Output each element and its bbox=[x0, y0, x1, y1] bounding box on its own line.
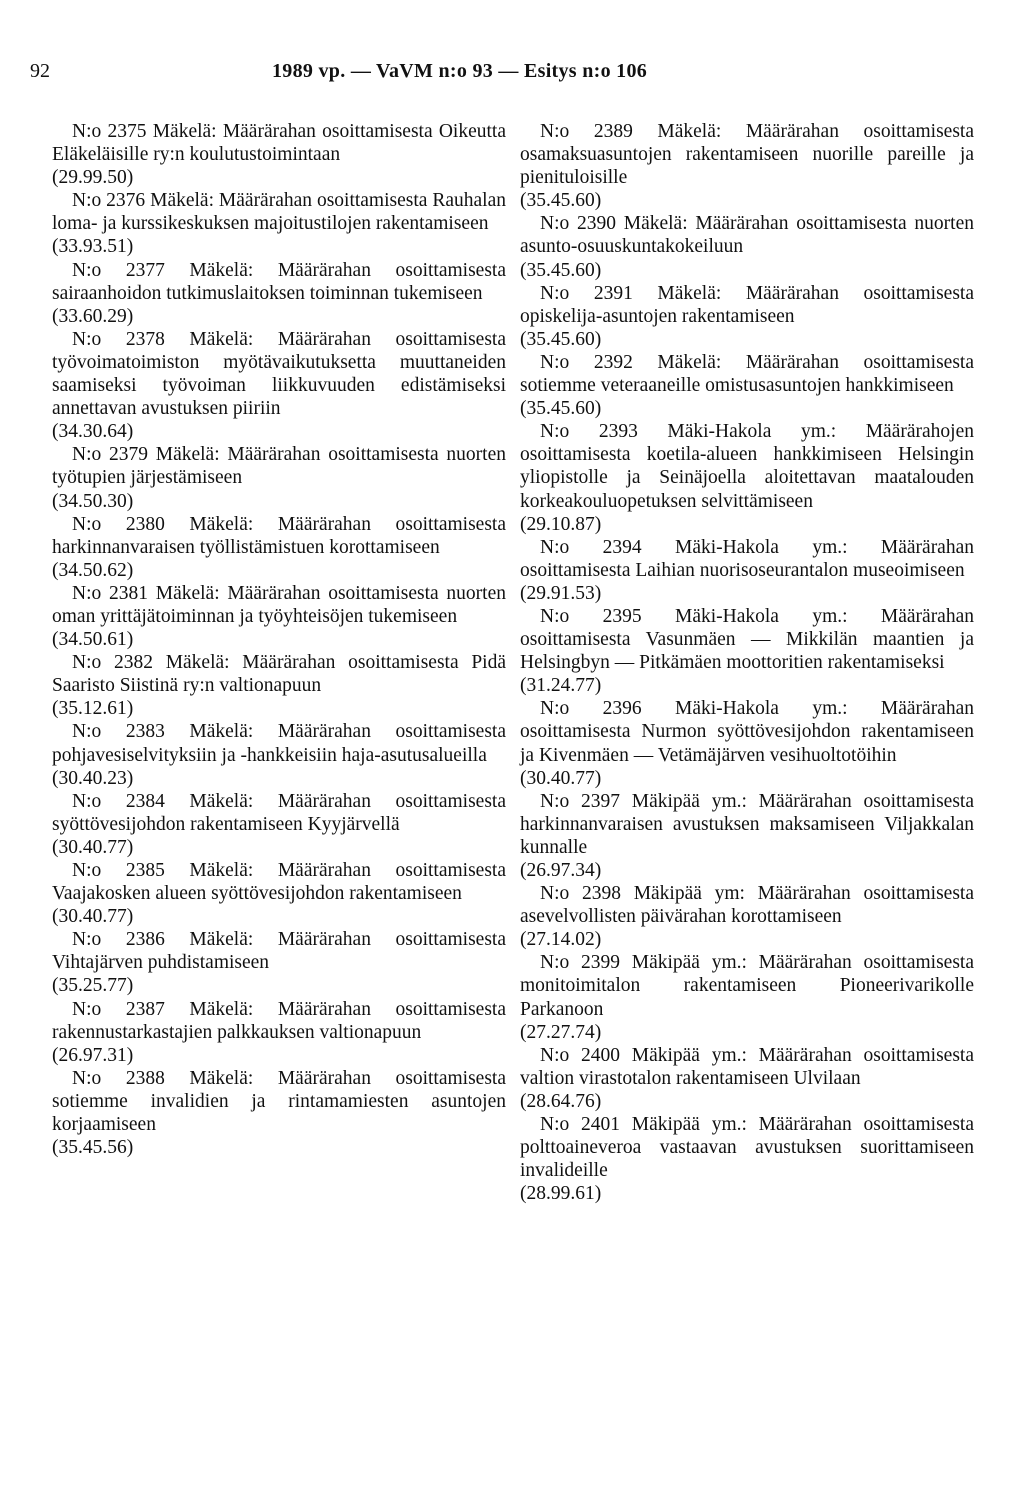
motion-entry bbox=[52, 189, 506, 258]
motion-text: N:o 2385 Mäkelä: Määrärahan osoittamisesta Vaajakosken alueen syöttövesijohdon rakentamiseen bbox=[52, 860, 506, 905]
motion-entry bbox=[52, 443, 506, 512]
budget-reference: (35.45.60) bbox=[520, 259, 602, 281]
budget-reference: (34.50.30) bbox=[52, 490, 134, 512]
motion-text: N:o 2395 Mäki-Hakola ym.: Määrärahan osoittamisesta Vasunmäen — Mikkilän maantien ja Helsingbyn — Pitkämäen moottoritien rakentamiseksi bbox=[520, 605, 974, 674]
motion-entry bbox=[52, 859, 506, 928]
budget-reference: (27.14.02) bbox=[520, 929, 602, 951]
budget-reference: (28.99.61) bbox=[520, 1183, 602, 1205]
page-header bbox=[30, 60, 994, 92]
motion-text: N:o 2375 Mäkelä: Määrärahan osoittamisesta Oikeutta Eläkeläisille ry:n koulutustoimintaan bbox=[52, 121, 506, 166]
motion-entry bbox=[520, 351, 974, 420]
budget-reference: (34.50.61) bbox=[52, 629, 134, 651]
page-number: 92 bbox=[30, 60, 50, 82]
motion-text: N:o 2383 Mäkelä: Määrärahan osoittamisesta pohjavesiselvityksiin ja -hankkeisiin haja-asutusalueilla bbox=[52, 721, 506, 766]
left-column bbox=[52, 120, 506, 1159]
motion-text: N:o 2377 Mäkelä: Määrärahan osoittamisesta sairaanhoidon tutkimuslaitoksen toiminnan tukemiseen bbox=[52, 259, 506, 304]
motion-text: N:o 2393 Mäki-Hakola ym.: Määrärahojen osoittamisesta koetila-alueen hankkimiseen Helsingin yliopistolle ja Seinäjoella aloitettavan maatalouden korkeakouluopetuksen selvittämiseen bbox=[520, 421, 974, 512]
motion-text: N:o 2399 Mäkipää ym.: Määrärahan osoittamisesta monitoimitalon rakentamiseen Pioneerivarikolle Parkanoon bbox=[520, 952, 974, 1020]
motion-text: N:o 2398 Mäkipää ym: Määrärahan osoittamisesta asevelvollisten päivärahan korottamiseen bbox=[520, 883, 974, 928]
motion-text: N:o 2394 Mäki-Hakola ym.: Määrärahan osoittamisesta Laihian nuorisoseurantalon museoimiseen bbox=[520, 536, 974, 581]
budget-reference: (35.45.60) bbox=[520, 328, 602, 350]
motion-text: N:o 2382 Mäkelä: Määrärahan osoittamisesta Pidä Saaristo Siistinä ry:n valtionapuun bbox=[52, 652, 506, 697]
motion-entry bbox=[52, 998, 506, 1067]
motion-entry bbox=[52, 1067, 506, 1159]
motion-entry bbox=[520, 951, 974, 1043]
budget-reference: (30.40.23) bbox=[52, 767, 134, 789]
motion-text: N:o 2378 Mäkelä: Määrärahan osoittamisesta työvoimatoimiston myötävaikutuksetta muuttaneiden saamiseksi työvoiman liikkuvuuden edistämiseksi annettavan avustuksen piiriin bbox=[52, 328, 506, 420]
budget-reference: (30.40.77) bbox=[520, 767, 602, 789]
budget-reference: (30.40.77) bbox=[52, 836, 134, 858]
budget-reference: (34.30.64) bbox=[52, 421, 134, 443]
budget-reference: (35.45.60) bbox=[520, 398, 602, 420]
motion-text: N:o 2400 Mäkipää ym.: Määrärahan osoittamisesta valtion virastotalon rakentamiseen Ulvilaan bbox=[520, 1044, 974, 1089]
motion-text: N:o 2376 Mäkelä: Määrärahan osoittamisesta Rauhalan loma- ja kurssikeskuksen majoitustilojen rakentamiseen bbox=[52, 190, 506, 235]
motion-entry bbox=[520, 790, 974, 882]
running-title: 1989 vp. — VaVM n:o 93 — Esitys n:o 106 bbox=[272, 60, 648, 82]
motion-text: N:o 2401 Mäkipää ym.: Määrärahan osoittamisesta polttoaineveroa vastaavan avustuksen suorittamiseen invalideille bbox=[520, 1114, 974, 1182]
budget-reference: (26.97.34) bbox=[520, 860, 602, 881]
budget-reference: (35.45.56) bbox=[52, 1137, 134, 1159]
motion-entry bbox=[52, 513, 506, 582]
motion-text: N:o 2389 Mäkelä: Määrärahan osoittamisesta osamaksuasuntojen rakentamiseen nuorille pareille ja pienituloisille bbox=[520, 121, 974, 189]
budget-reference: (33.60.29) bbox=[52, 305, 134, 327]
motion-entry bbox=[52, 651, 506, 720]
budget-reference: (34.50.62) bbox=[52, 559, 134, 581]
motion-text: N:o 2380 Mäkelä: Määrärahan osoittamisesta harkinnanvaraisen työllistämistuen korottamiseen bbox=[52, 513, 506, 558]
motion-entry bbox=[520, 120, 974, 212]
motion-text: N:o 2391 Mäkelä: Määrärahan osoittamisesta opiskelija-asuntojen rakentamiseen bbox=[520, 282, 974, 327]
motion-text: N:o 2381 Mäkelä: Määrärahan osoittamisesta nuorten oman yrittäjätoiminnan ja työyhteisöjen tukemiseen bbox=[52, 582, 506, 627]
budget-reference: (29.91.53) bbox=[520, 582, 602, 604]
motion-entry bbox=[520, 212, 974, 281]
budget-reference: (29.99.50) bbox=[52, 167, 134, 189]
budget-reference: (30.40.77) bbox=[52, 906, 134, 928]
motion-entry bbox=[52, 582, 506, 651]
motion-entry bbox=[52, 328, 506, 443]
motion-text: N:o 2388 Mäkelä: Määrärahan osoittamisesta sotiemme invalidien ja rintamamiesten asuntojen korjaamiseen bbox=[52, 1067, 506, 1136]
motion-entry bbox=[520, 420, 974, 535]
budget-reference: (33.93.51) bbox=[52, 236, 134, 258]
motion-text: N:o 2379 Mäkelä: Määrärahan osoittamisesta nuorten työtupien järjestämiseen bbox=[52, 444, 506, 489]
budget-reference: (35.45.60) bbox=[520, 190, 602, 212]
budget-reference: (28.64.76) bbox=[520, 1090, 602, 1112]
motion-text: N:o 2392 Mäkelä: Määrärahan osoittamisesta sotiemme veteraaneille omistusasuntojen hankkimiseen bbox=[520, 351, 974, 397]
motion-text: N:o 2396 Mäki-Hakola ym.: Määrärahan osoittamisesta Nurmon syöttövesijohdon rakentamiseen ja Kivenmäen — Vetämäjärven vesihuoltotöihin bbox=[520, 698, 974, 766]
budget-reference: (27.27.74) bbox=[520, 1021, 602, 1043]
motion-entry bbox=[520, 536, 974, 605]
budget-reference: (31.24.77) bbox=[520, 675, 602, 697]
motion-text: N:o 2397 Mäkipää ym.: Määrärahan osoittamisesta harkinnanvaraisen avustuksen maksamiseen Viljakkalan kunnalle bbox=[520, 790, 974, 858]
motion-text: N:o 2384 Mäkelä: Määrärahan osoittamisesta syöttövesijohdon rakentamiseen Kyyjärvellä bbox=[52, 790, 506, 835]
budget-reference: (29.10.87) bbox=[520, 513, 602, 535]
budget-reference: (35.25.77) bbox=[52, 975, 134, 997]
motion-entry bbox=[520, 605, 974, 697]
motion-text: N:o 2386 Mäkelä: Määrärahan osoittamisesta Vihtajärven puhdistamiseen bbox=[52, 929, 506, 974]
motion-entry bbox=[52, 259, 506, 328]
motion-text: N:o 2387 Mäkelä: Määrärahan osoittamisesta rakennustarkastajien palkkauksen valtionapuun bbox=[52, 998, 506, 1043]
budget-reference: (26.97.31) bbox=[52, 1044, 134, 1066]
motion-entry bbox=[520, 282, 974, 351]
motion-entry bbox=[52, 790, 506, 859]
motion-entry bbox=[52, 720, 506, 789]
motion-text: N:o 2390 Mäkelä: Määrärahan osoittamisesta nuorten asunto-osuuskuntakokeiluun bbox=[520, 213, 974, 258]
motion-entry bbox=[520, 1113, 974, 1205]
motion-entry bbox=[520, 882, 974, 951]
right-column bbox=[520, 120, 974, 1205]
motion-entry bbox=[52, 120, 506, 189]
motion-entry bbox=[520, 697, 974, 789]
motion-entry bbox=[52, 928, 506, 997]
budget-reference: (35.12.61) bbox=[52, 698, 134, 720]
motion-entry bbox=[520, 1044, 974, 1113]
